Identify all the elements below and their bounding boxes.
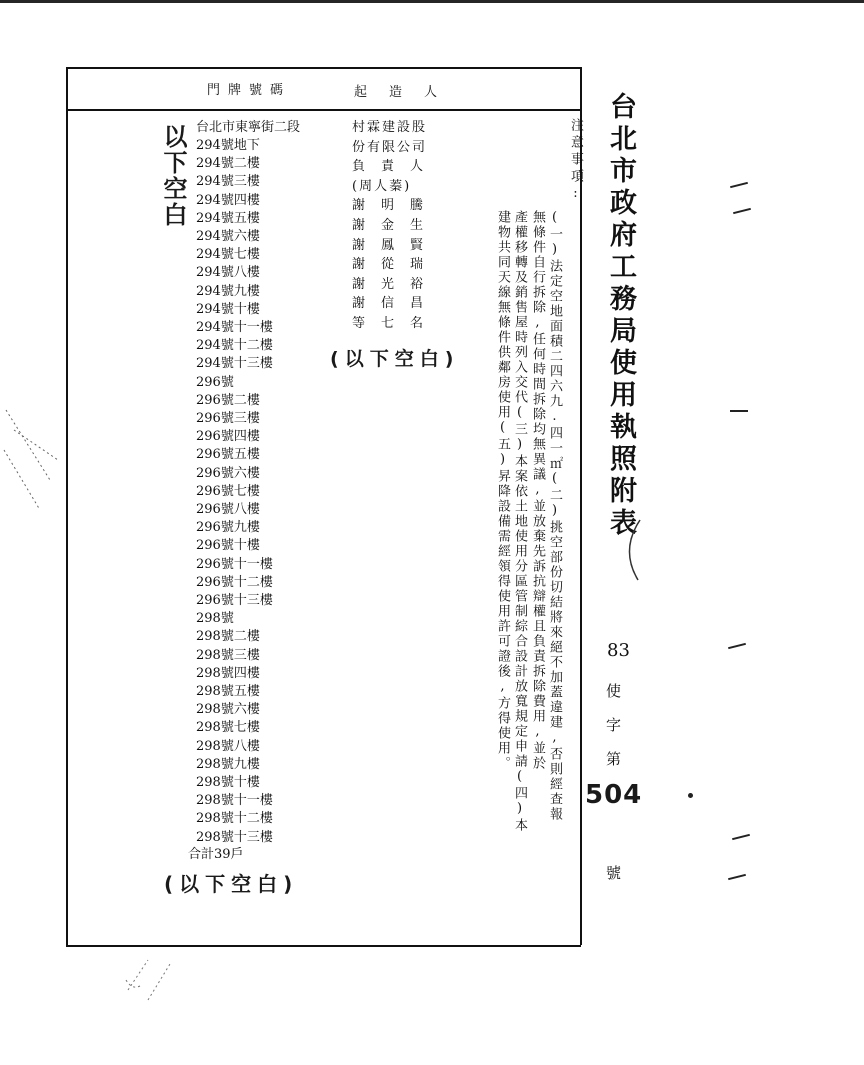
address-row: 298號五樓 bbox=[196, 684, 260, 699]
address-row: 296號十二樓 bbox=[196, 574, 273, 590]
doc-year: 83 bbox=[607, 640, 630, 661]
address-row: 298號十三樓 bbox=[196, 829, 273, 845]
scan-bracket bbox=[618, 510, 658, 590]
address-row: 296號八樓 bbox=[196, 502, 260, 517]
address-row: 294號七樓 bbox=[196, 247, 260, 263]
address-row: 296號四樓 bbox=[196, 429, 260, 445]
doc-number-handwritten: 504 bbox=[585, 780, 643, 810]
address-row: 298號六樓 bbox=[196, 702, 260, 718]
builder-row: 謝光裕 bbox=[352, 276, 440, 292]
address-row: 294號九樓 bbox=[196, 283, 260, 299]
scan-dot bbox=[688, 793, 693, 798]
address-row: 294號六樓 bbox=[196, 229, 260, 244]
builder-row: 謝從瑞 bbox=[352, 257, 440, 273]
address-row: 296號十三樓 bbox=[196, 593, 273, 608]
address-row: 298號八樓 bbox=[196, 738, 260, 754]
notes-column: 建物共同天線無條件供鄰房使用(五)昇降設備需經領得使用許可證後,方得使用。 bbox=[495, 210, 510, 771]
scan-mark bbox=[728, 874, 746, 880]
address-row: 294號十樓 bbox=[196, 301, 260, 317]
notes-column: (一)法定空地面積二四六九.四一㎡(二)挑空部份切結將來絕不加蓋違建,否則經查報 bbox=[547, 210, 562, 822]
scan-mark bbox=[730, 182, 748, 188]
address-row: 298號十二樓 bbox=[196, 811, 273, 827]
address-row: 294號八樓 bbox=[196, 265, 260, 281]
address-row: 298號十一樓 bbox=[196, 793, 273, 809]
address-row: 298號四樓 bbox=[196, 665, 260, 681]
header-rule bbox=[66, 109, 581, 111]
builder-row: 村霖建設股 bbox=[352, 120, 428, 135]
notes-label: 注意事項: bbox=[568, 118, 583, 205]
builder-row: 謝鳳賢 bbox=[352, 237, 440, 253]
handwritten-blank-note-middle: (以下空白) bbox=[330, 348, 460, 370]
scan-mark bbox=[728, 643, 746, 649]
scan-top-edge bbox=[0, 0, 864, 3]
address-row: 294號三樓 bbox=[196, 174, 260, 190]
address-row: 294號四樓 bbox=[196, 192, 260, 208]
address-row: 296號 bbox=[196, 374, 234, 390]
doc-word-char: 使 bbox=[606, 682, 622, 700]
address-row: 296號十樓 bbox=[196, 538, 260, 554]
address-row: 298號九樓 bbox=[196, 756, 260, 772]
builder-row: (周人蓁) bbox=[352, 178, 412, 194]
builder-row: 謝金生 bbox=[352, 218, 440, 233]
notes-column: 產權移轉及銷售屋時列入交代(三)本案依土地使用分區管制綜合設計放寬規定申請(四)本 bbox=[512, 210, 527, 833]
builder-row: 份有限公司 bbox=[352, 139, 428, 155]
address-row: 294號十二樓 bbox=[196, 338, 273, 354]
address-row: 298號 bbox=[196, 611, 234, 627]
builder-row: 謝信昌 bbox=[352, 296, 440, 312]
builder-row: 謝明騰 bbox=[352, 198, 440, 214]
address-row: 298號二樓 bbox=[196, 629, 260, 645]
address-row: 294號二樓 bbox=[196, 156, 260, 172]
scan-mark bbox=[732, 834, 750, 840]
address-row: 294號地下 bbox=[196, 138, 260, 153]
address-row: 296號二樓 bbox=[196, 392, 260, 408]
address-row: 296號六樓 bbox=[196, 465, 260, 481]
address-row: 296號五樓 bbox=[196, 447, 260, 463]
address-row: 296號十一樓 bbox=[196, 556, 273, 572]
doc-word-char: 第 bbox=[606, 750, 622, 768]
address-row: 296號三樓 bbox=[196, 411, 260, 426]
document-title: 台北市政府工務局使用執照附表 bbox=[605, 92, 636, 540]
scan-smudge bbox=[0, 400, 70, 520]
handwritten-blank-note-left: 以下空白 bbox=[159, 124, 187, 228]
household-total: 合計39戶 bbox=[188, 847, 244, 862]
address-row: 296號九樓 bbox=[196, 520, 260, 536]
scan-smudge bbox=[118, 950, 188, 1010]
address-row: 298號三樓 bbox=[196, 647, 260, 663]
address-row: 298號七樓 bbox=[196, 720, 260, 736]
street-name: 台北市東寧街二段 bbox=[196, 120, 301, 135]
builder-row: 負責人 bbox=[352, 159, 440, 175]
address-row: 298號十樓 bbox=[196, 775, 260, 790]
builder-row: 等七名 bbox=[352, 316, 440, 331]
scan-mark bbox=[730, 410, 748, 412]
address-row: 294號五樓 bbox=[196, 210, 260, 226]
address-row: 294號十三樓 bbox=[196, 356, 273, 372]
address-column-header: 門牌號碼 bbox=[207, 83, 292, 98]
notes-column: 無條件自行拆除,任何時間拆除均無異議,並放棄先訴抗辯權且負責拆除費用,並於 bbox=[530, 210, 545, 771]
handwritten-blank-note-bottom: (以下空白) bbox=[164, 872, 299, 896]
doc-word-char: 字 bbox=[606, 716, 622, 734]
builder-column-header: 起造人 bbox=[354, 85, 460, 100]
scan-mark bbox=[733, 208, 751, 214]
doc-suffix: 號 bbox=[606, 864, 622, 882]
address-row: 296號七樓 bbox=[196, 483, 260, 499]
address-row: 294號十一樓 bbox=[196, 320, 273, 335]
